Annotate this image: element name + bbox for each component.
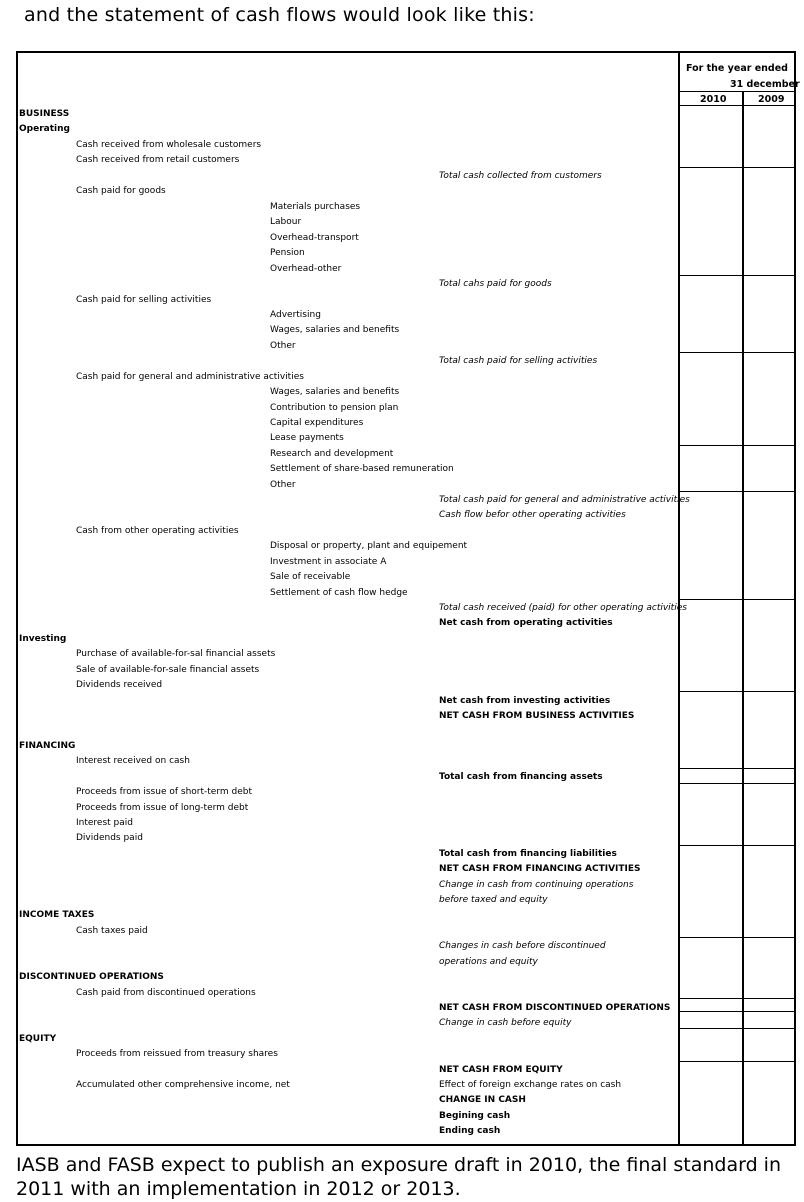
statement-row: Interest received on cash — [76, 756, 190, 766]
statement-row: Cash paid for selling activities — [76, 295, 212, 305]
value-column-rule — [678, 167, 796, 168]
statement-row: Cash taxes paid — [76, 926, 148, 936]
value-column-rule — [678, 275, 796, 276]
statement-row: Overhead-other — [270, 264, 342, 274]
value-column-rule — [678, 491, 796, 492]
statement-row: Interest paid — [76, 818, 133, 828]
statement-row: Total cash paid for general and administrative activities — [439, 495, 690, 505]
statement-row: Net cash from operating activities — [439, 618, 613, 628]
statement-row: Cash from other operating activities — [76, 526, 239, 536]
period-header-line2: 31 december — [730, 79, 800, 90]
statement-row: EQUITY — [19, 1034, 57, 1044]
statement-row: before taxed and equity — [439, 895, 548, 905]
outro-text: IASB and FASB expect to publish an exposure draft in 2010, the final standard in 2011 with an implementation in 2012 or 2013. — [16, 1154, 781, 1200]
statement-row: Other — [270, 480, 296, 490]
statement-row: FINANCING — [19, 741, 76, 751]
value-column-rule — [678, 1028, 796, 1029]
statement-row: Settlement of cash flow hedge — [270, 588, 408, 598]
statement-row: Cash paid for general and administrative activities — [76, 372, 304, 382]
statement-row: NET CASH FROM DISCONTINUED OPERATIONS — [439, 1003, 671, 1013]
statement-row: Capital expenditures — [270, 418, 364, 428]
statement-row: Settlement of share-based remuneration — [270, 464, 454, 474]
year-header-rule — [678, 105, 796, 106]
header-rule — [678, 91, 796, 92]
statement-row: Total cahs paid for goods — [439, 279, 552, 289]
statement-row: Total cash received (paid) for other operating activities — [439, 603, 687, 613]
statement-row: Effect of foreign exchange rates on cash — [439, 1080, 622, 1090]
statement-row: Accumulated other comprehensive income, net — [76, 1080, 290, 1090]
statement-row: Cash flow befor other operating activities — [439, 510, 626, 520]
statement-row: Sale of receivable — [270, 572, 351, 582]
statement-row: Total cash paid for selling activities — [439, 356, 598, 366]
statement-row: Overhead-transport — [270, 233, 359, 243]
value-column-rule — [678, 691, 796, 692]
value-column-rule — [678, 599, 796, 600]
statement-row: Cash received from retail customers — [76, 155, 240, 165]
value-column-rule — [678, 768, 796, 769]
year-2009-header: 2009 — [758, 94, 785, 105]
statement-row: Contribution to pension plan — [270, 403, 399, 413]
statement-row: Materials purchases — [270, 202, 361, 212]
period-header-line1: For the year ended — [686, 63, 788, 74]
value-column-rule — [678, 1061, 796, 1062]
value-column-rule — [678, 783, 796, 784]
statement-row: NET CASH FROM EQUITY — [439, 1065, 563, 1075]
statement-row: Wages, salaries and benefits — [270, 387, 400, 397]
statement-row: Proceeds from issue of long-term debt — [76, 803, 249, 813]
statement-row: Purchase of available-for-sal financial assets — [76, 649, 276, 659]
statement-row: BUSINESS — [19, 109, 70, 119]
statement-row: Investment in associate A — [270, 557, 387, 567]
statement-row: INCOME TAXES — [19, 910, 95, 920]
statement-row: Total cash collected from customers — [439, 171, 602, 181]
statement-row: Wages, salaries and benefits — [270, 325, 400, 335]
statement-row: NET CASH FROM FINANCING ACTIVITIES — [439, 864, 641, 874]
statement-row: Proceeds from reissued from treasury shares — [76, 1049, 278, 1059]
statement-row: Sale of available-for-sale financial assets — [76, 665, 260, 675]
statement-row: Cash paid for goods — [76, 186, 166, 196]
statement-row: Dividends received — [76, 680, 163, 690]
value-column-rule — [678, 998, 796, 999]
value-column-rule — [678, 352, 796, 353]
intro-text: and the statement of cash flows would look like this: — [24, 4, 535, 26]
statement-row: Dividends paid — [76, 833, 143, 843]
statement-row: Disposal or property, plant and equipement — [270, 541, 468, 551]
statement-row: Investing — [19, 634, 67, 644]
statement-row: Ending cash — [439, 1126, 501, 1136]
statement-row: Begining cash — [439, 1111, 511, 1121]
year-2010-header: 2010 — [700, 94, 727, 105]
statement-row: Lease payments — [270, 433, 344, 443]
value-column-rule — [678, 845, 796, 846]
value-column-rule — [678, 445, 796, 446]
statement-row: operations and equity — [439, 957, 538, 967]
value-column-rule — [678, 937, 796, 938]
statement-row: Change in cash from continuing operations — [439, 880, 634, 890]
statement-row: Total cash from financing assets — [439, 772, 603, 782]
statement-row: Proceeds from issue of short-term debt — [76, 787, 252, 797]
statement-row: DISCONTINUED OPERATIONS — [19, 972, 164, 982]
statement-row: NET CASH FROM BUSINESS ACTIVITIES — [439, 711, 635, 721]
statement-row: Other — [270, 341, 296, 351]
statement-row: Net cash from investing activities — [439, 696, 611, 706]
statement-row: Operating — [19, 124, 70, 134]
statement-row: CHANGE IN CASH — [439, 1095, 526, 1105]
statement-row: Advertising — [270, 310, 321, 320]
statement-row: Total cash from financing liabilities — [439, 849, 617, 859]
statement-row: Labour — [270, 217, 302, 227]
statement-row: Cash received from wholesale customers — [76, 140, 262, 150]
statement-row: Research and development — [270, 449, 394, 459]
value-column-rule — [678, 1011, 796, 1012]
statement-row: Pension — [270, 248, 305, 258]
statement-row: Cash paid from discontinued operations — [76, 988, 256, 998]
statement-row: Changes in cash before discontinued — [439, 941, 606, 951]
column-divider-middle — [742, 92, 744, 1146]
statement-row: Change in cash before equity — [439, 1018, 572, 1028]
